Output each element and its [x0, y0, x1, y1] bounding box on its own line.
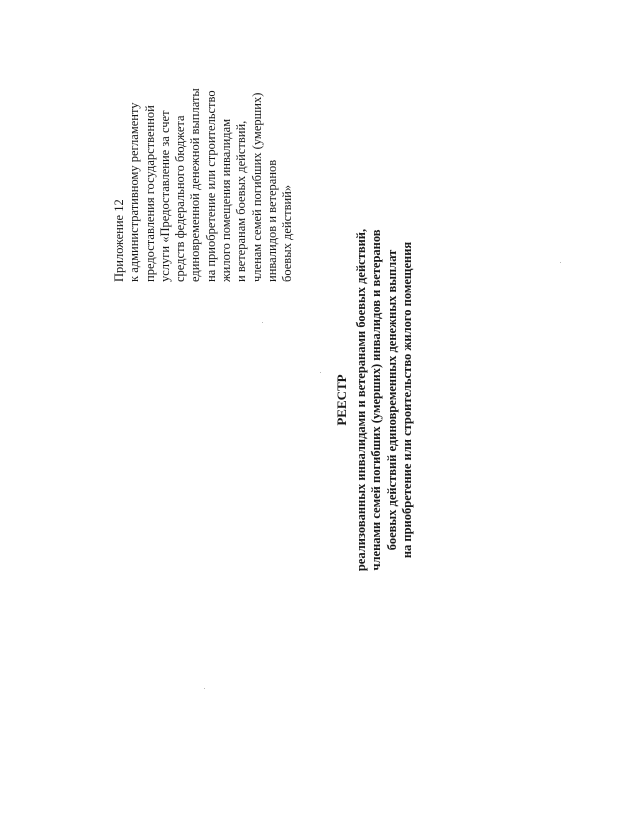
scan-speck	[204, 688, 205, 689]
annex-line: средств федерального бюджета	[173, 115, 188, 282]
registry-title-block	[334, 200, 416, 600]
annex-line: и ветеранам боевых действий,	[234, 120, 249, 282]
annex-line: Приложение 12	[112, 199, 126, 282]
annex-line: боевых действий»	[280, 184, 295, 282]
annex-line: услуги «Предоставление за счет	[157, 110, 172, 282]
annex-line: на приобретение или строительство	[203, 90, 218, 282]
registry-subtitle-line: боевых действий единовременных денежных выплат	[384, 249, 399, 551]
scan-speck	[320, 372, 321, 373]
annex-line: к административному регламенту	[127, 102, 142, 282]
annex-line: предоставления государственной	[142, 105, 157, 282]
annex-block	[112, 0, 296, 282]
scan-speck	[560, 262, 561, 263]
annex-line: единовременной денежной выплаты	[188, 88, 203, 282]
registry-heading: РЕЕСТР	[334, 374, 349, 426]
annex-line: членам семей погибших (умерших)	[249, 92, 264, 282]
registry-subtitle-line: на приобретение или строительство жилого помещения	[400, 241, 414, 559]
annex-line: жилого помещения инвалидам	[219, 118, 234, 282]
scan-speck	[262, 322, 263, 323]
annex-line: инвалидов и ветеранов	[264, 159, 279, 282]
registry-subtitle-line: реализованных инвалидами и ветеранами боевых действий,	[353, 228, 368, 572]
registry-subtitle-line: членами семей погибших (умерших) инвалидов и ветеранов	[369, 229, 383, 571]
